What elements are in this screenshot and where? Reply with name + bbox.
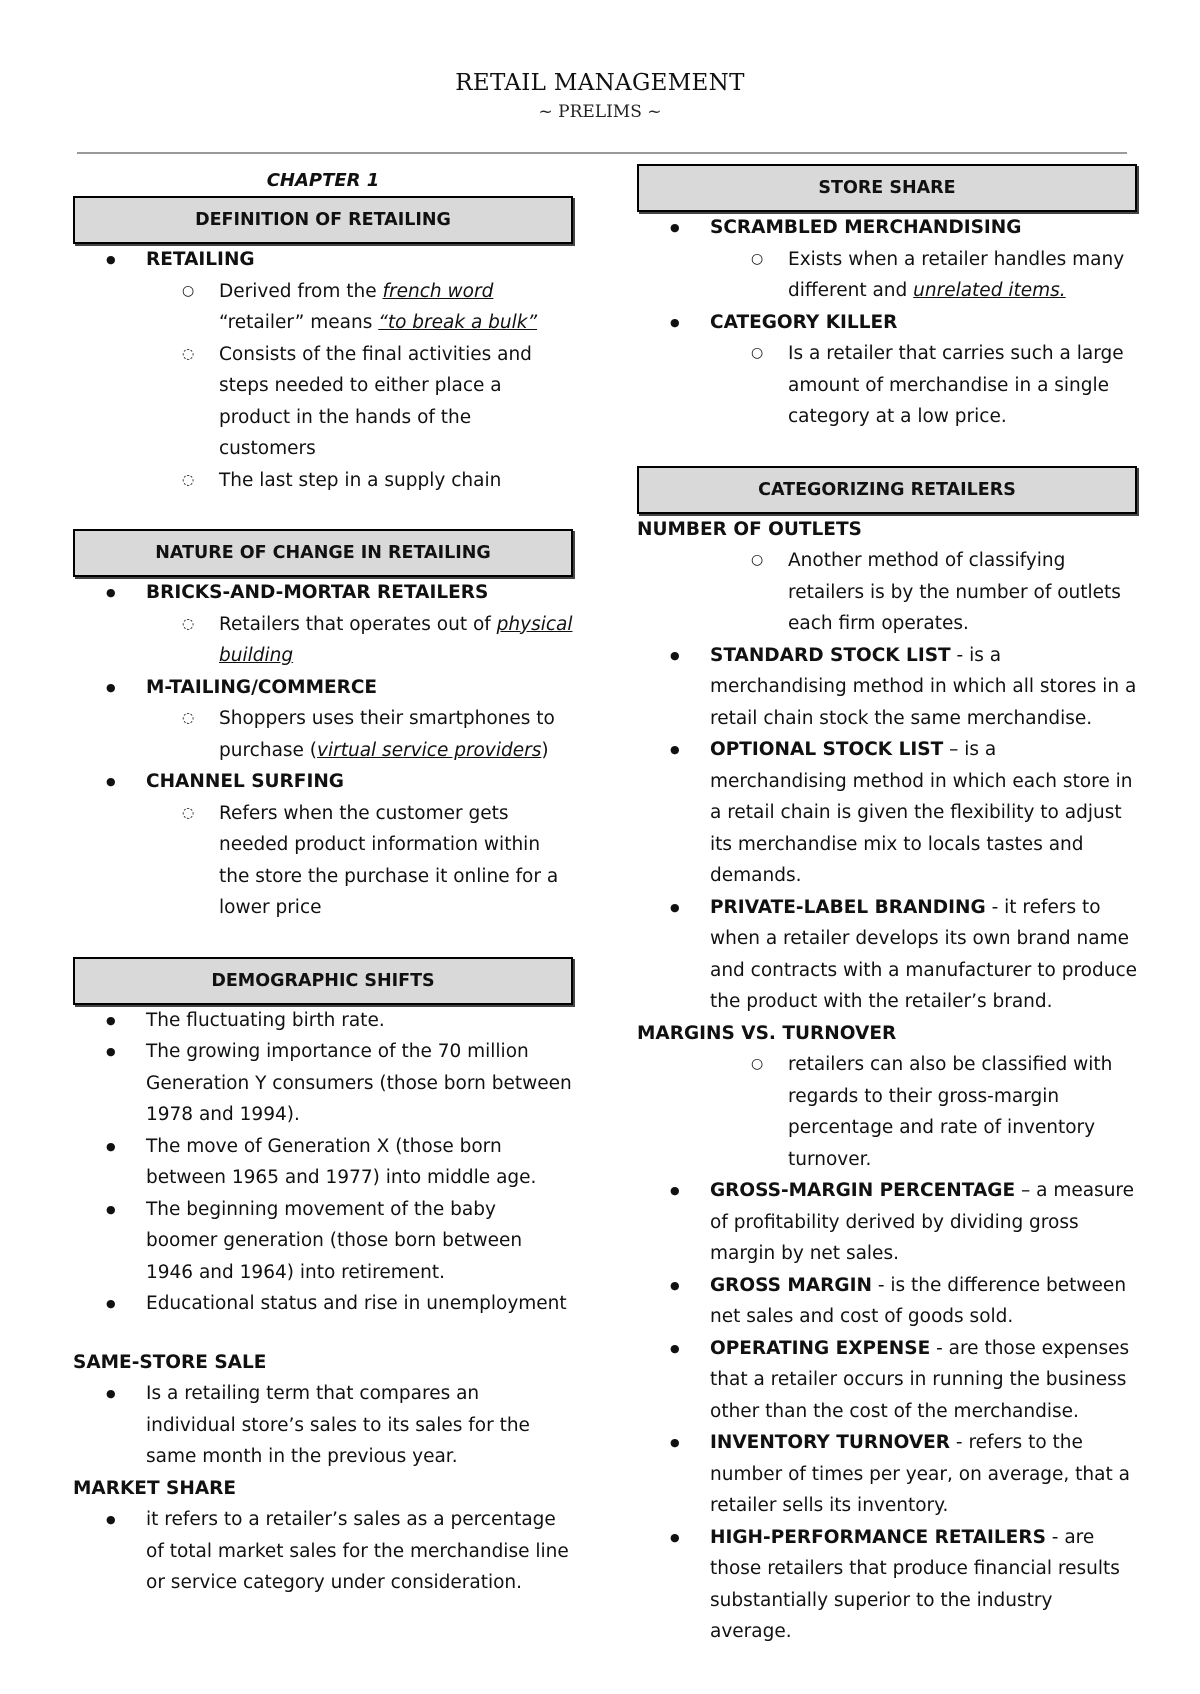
term: GROSS-MARGIN PERCENTAGE <box>710 1180 1016 1201</box>
label-number-of-outlets: NUMBER OF OUTLETS <box>637 518 862 540</box>
text: “retailer” means <box>219 312 379 333</box>
section-heading-nature: NATURE OF CHANGE IN RETAILING <box>73 529 573 577</box>
open-circle-icon: ◌ <box>182 471 195 488</box>
open-circle-icon: ◌ <box>182 710 195 726</box>
circle-bullet-icon: ○ <box>751 345 764 361</box>
open-circle-icon: ◌ <box>182 345 195 362</box>
term: OPTIONAL STOCK LIST <box>710 739 944 760</box>
underlined-text: french word <box>382 280 494 302</box>
underlined-text: physical building <box>219 613 573 666</box>
text: Consists of the final activities and steps needed to either place a product in the hands of the customers <box>219 343 532 459</box>
circle-bullet-icon: ○ <box>751 1056 764 1072</box>
right-column <box>637 164 1137 1648</box>
text: - is a merchandising method in which all stores in a retail chain stock the same merchandise. <box>710 644 1137 729</box>
sub-bullet <box>73 339 573 465</box>
document-subtitle: ~ PRELIMS ~ <box>538 102 662 122</box>
term-retailing: RETAILING <box>146 249 255 270</box>
list-item: ● The growing importance of the 70 million Generation Y consumers (those born between 1978 and 1994). <box>73 1036 573 1131</box>
chapter-heading: CHAPTER 1 <box>266 170 380 191</box>
section-heading-store-share: STORE SHARE <box>637 164 1137 212</box>
term: M-TAILING/COMMERCE <box>146 676 378 698</box>
list-item: ● it refers to a retailer’s sales as a percentage of total market sales for the merchandise line or service category under consideration. <box>73 1504 573 1599</box>
sub-bullet <box>637 545 1137 640</box>
text: Is a retailer that carries such a large amount of merchandise in a single category at a low price. <box>788 343 1124 427</box>
sub-bullet <box>637 244 1137 307</box>
term: BRICKS-AND-MORTAR RETAILERS <box>146 582 489 603</box>
list-item: ● Is a retailing term that compares an individual store’s sales to its sales for the same month in the previous year. <box>73 1378 573 1473</box>
sub-bullet <box>637 338 1137 433</box>
document-title: RETAIL MANAGEMENT <box>455 70 745 96</box>
list-item: ● The fluctuating birth rate. <box>73 1005 573 1037</box>
list-item <box>637 640 1137 735</box>
text: – is a merchandising method in which each store in a retail chain is given the flexibility to adjust its merchandise mix to locals tastes and demands. <box>710 739 1133 886</box>
text: The last step in a supply chain <box>219 469 502 491</box>
term: INVENTORY TURNOVER <box>710 1432 951 1453</box>
sub-bullet <box>637 1049 1137 1175</box>
text: ) <box>541 739 549 761</box>
left-column <box>73 166 573 1599</box>
section-heading-categorizing: CATEGORIZING RETAILERS <box>637 466 1137 514</box>
bullet-category-killer <box>637 307 1137 339</box>
text: - are those expenses that a retailer occurs in running the business other than the cost of the merchandise. <box>710 1337 1130 1422</box>
open-circle-icon: ◌ <box>182 804 195 821</box>
sub-bullet <box>73 798 573 924</box>
text: Exists when a retailer handles many different and <box>788 248 1125 301</box>
text: – a measure of profitability derived by dividing gross margin by net sales. <box>710 1180 1135 1264</box>
term: CATEGORY KILLER <box>710 311 898 333</box>
circle-bullet-icon: ○ <box>751 250 764 267</box>
list-item: ● The move of Generation X (those born between 1965 and 1977) into middle age. <box>73 1131 573 1194</box>
document-header <box>0 70 1200 122</box>
label-same-store-sale: SAME-STORE SALE <box>73 1351 267 1373</box>
list-item <box>637 892 1137 1018</box>
text: - are those retailers that produce financial results substantially superior to the industry average. <box>710 1526 1120 1642</box>
sub-bullet <box>73 609 573 672</box>
sub-bullet <box>73 276 573 339</box>
term: PRIVATE-LABEL BRANDING <box>710 896 986 918</box>
underlined-text: unrelated items. <box>913 280 1066 301</box>
bullet-retailing <box>73 244 573 276</box>
underlined-text: virtual service providers <box>317 739 542 761</box>
text: Retailers that operates out of <box>219 613 497 635</box>
sub-bullet <box>73 703 573 766</box>
text: retailers can also be classified with regards to their gross-margin percentage and rate of inventory turnover. <box>788 1054 1113 1170</box>
term: SCRAMBLED MERCHANDISING <box>710 217 1022 238</box>
bullet-bricks <box>73 577 573 609</box>
text: Derived from the <box>219 280 383 302</box>
sub-bullet <box>73 465 573 497</box>
term: CHANNEL SURFING <box>146 771 344 792</box>
circle-bullet-icon: ○ <box>751 552 764 568</box>
text: Shoppers uses their smartphones to purchase ( <box>219 708 555 761</box>
underlined-text: “to break a bulk” <box>378 312 538 333</box>
bullet-scrambled <box>637 212 1137 244</box>
list-item: ● Educational status and rise in unemployment <box>73 1288 573 1320</box>
list-item <box>637 1522 1137 1648</box>
term: HIGH-PERFORMANCE RETAILERS <box>710 1526 1046 1548</box>
section-heading-definition: DEFINITION OF RETAILING <box>73 196 573 244</box>
list-item <box>637 734 1137 892</box>
term: GROSS MARGIN <box>710 1274 872 1296</box>
text: - refers to the number of times per year, on average, that a retailer sells its inventory. <box>710 1432 1130 1516</box>
list-item <box>637 1333 1137 1428</box>
text: Another method of classifying retailers is by the number of outlets each firm operates. <box>788 550 1121 634</box>
section-heading-demographic: DEMOGRAPHIC SHIFTS <box>73 957 573 1005</box>
bullet-mtailing <box>73 672 573 704</box>
open-circle-icon: ◌ <box>182 615 195 632</box>
label-market-share: MARKET SHARE <box>73 1477 237 1499</box>
term: OPERATING EXPENSE <box>710 1337 931 1359</box>
text: - it refers to when a retailer develops its own brand name and contracts with a manufacturer to produce the product with the retailer’s brand. <box>710 896 1137 1012</box>
label-margins-vs-turnover: MARGINS VS. TURNOVER <box>637 1022 897 1044</box>
term: STANDARD STOCK LIST <box>710 644 951 666</box>
list-item <box>637 1270 1137 1333</box>
list-item <box>637 1427 1137 1522</box>
bullet-channel <box>73 766 573 798</box>
list-item <box>637 1175 1137 1270</box>
text: - is the difference between net sales and cost of goods sold. <box>710 1274 1127 1327</box>
header-divider <box>77 152 1127 154</box>
text: Refers when the customer gets needed product information within the store the purchase it online for a lower price <box>219 802 559 918</box>
list-item: ● The beginning movement of the baby boomer generation (those born between 1946 and 1964) into retirement. <box>73 1194 573 1289</box>
circle-bullet-icon: ○ <box>182 282 195 299</box>
